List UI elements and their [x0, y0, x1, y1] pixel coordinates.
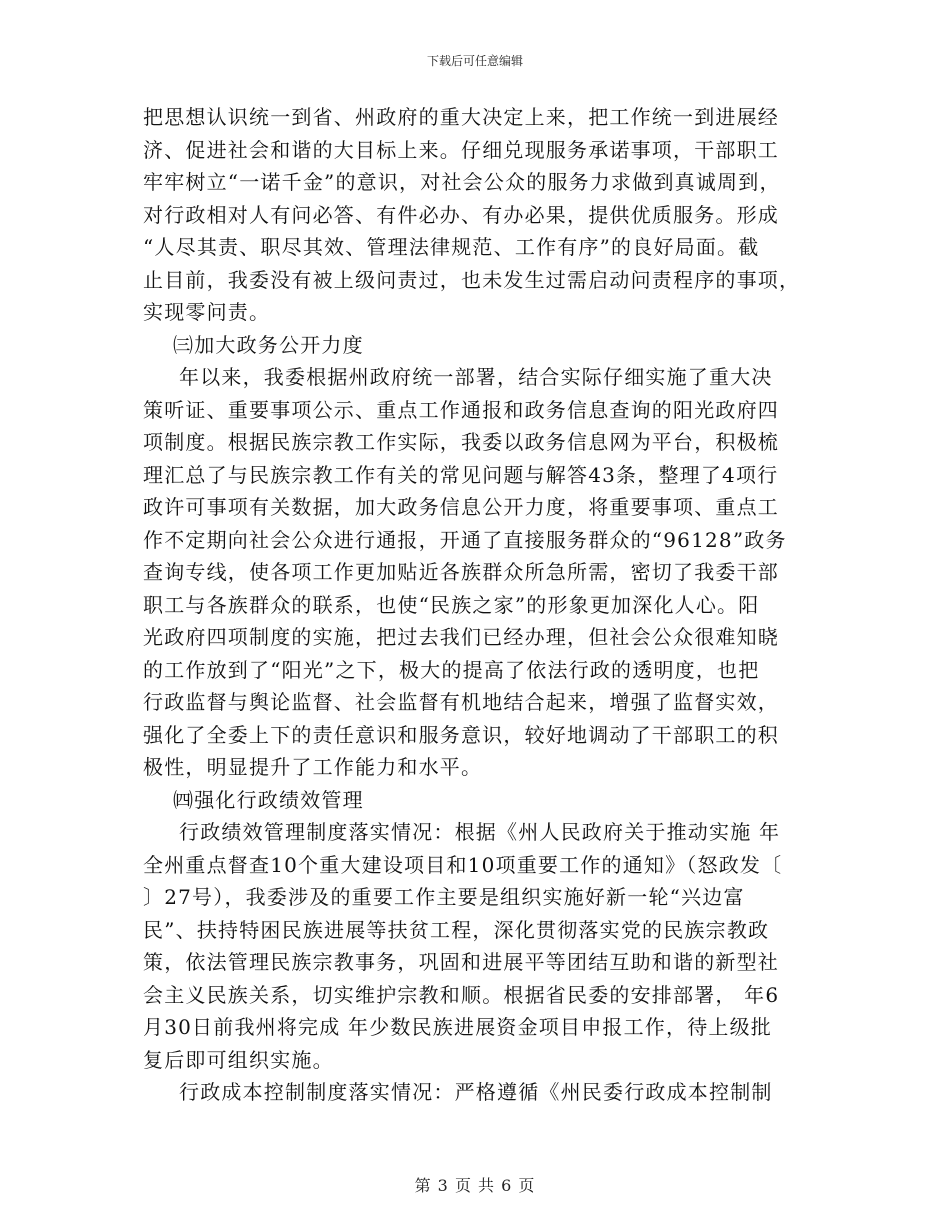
current-page-number: 3: [437, 1176, 449, 1195]
body-line: 光政府四项制度的实施，把过去我们已经办理，但社会公众很难知晓: [143, 625, 779, 649]
body-line: 止目前，我委没有被上级问责过，也未发生过需启动问责程序的事项，: [143, 267, 801, 292]
body-line: 行政成本控制制度落实情况：严格遵循《州民委行政成本控制制: [179, 1080, 773, 1104]
body-line: 的工作放到了“阳光”之下，极大的提高了依法行政的透明度，也把: [143, 657, 760, 682]
body-line: 行政监督与舆论监督、社会监督有机地结合起来，增强了监督实效，: [143, 690, 779, 714]
body-line: 项制度。根据民族宗教工作实际，我委以政务信息网为平台，积极梳: [143, 430, 779, 454]
section-heading: ㈢加大政务公开力度: [173, 332, 364, 357]
footer-middle: 页 共: [454, 1176, 496, 1195]
body-line: “人尽其责、职尽其效、管理法律规范、工作有序”的良好局面。截: [143, 235, 760, 259]
body-line: 理汇总了与民族宗教工作有关的常见问题与解答43条，整理了4项行: [143, 462, 779, 487]
total-page-count: 6: [501, 1176, 513, 1195]
body-line: 牢牢树立“一诺千金”的意识，对社会公众的服务力求做到真诚周到，: [143, 170, 781, 194]
footer-suffix: 页: [518, 1176, 536, 1195]
body-line: 政许可事项有关数据，加大政务信息公开力度，将重要事项、重点工: [143, 495, 779, 519]
body-line: 策，依法管理民族宗教事务，巩固和进展平等团结互助和谐的新型社: [143, 950, 779, 974]
document-body: [143, 101, 807, 1109]
page-footer: [0, 1176, 950, 1196]
body-line: 极性，明显提升了工作能力和水平。: [143, 755, 483, 779]
body-line: 策听证、重要事项公示、重点工作通报和政务信息查询的阳光政府四: [143, 397, 779, 422]
body-line: 年以来，我委根据州政府统一部署，结合实际仔细实施了重大决: [179, 365, 773, 389]
body-line: 对行政相对人有问必答、有件必办、有办必果，提供优质服务。形成: [143, 202, 779, 227]
body-line: 强化了全委上下的责任意识和服务意识，较好地调动了干部职工的积: [143, 722, 779, 747]
body-line: 济、促进社会和谐的大目标上来。仔细兑现服务承诺事项，干部职工: [143, 137, 779, 162]
body-line: 全州重点督查10个重大建设项目和10项重要工作的通知》（怒政发〔: [143, 852, 783, 877]
body-line: 行政绩效管理制度落实情况：根据《州人民政府关于推动实施 年: [179, 820, 781, 844]
body-line: 把思想认识统一到省、州政府的重大决定上来，把工作统一到进展经: [143, 105, 779, 129]
body-line: 月30日前我州将完成 年少数民族进展资金项目申报工作，待上级批: [143, 1015, 773, 1039]
body-line: 职工与各族群众的联系，也使“民族之家”的形象更加深化人心。阳: [143, 592, 760, 617]
body-line: 民”、扶持特困民族进展等扶贫工程，深化贯彻落实党的民族宗教政: [143, 917, 770, 942]
footer-prefix: 第: [414, 1176, 432, 1195]
body-line: 查询专线，使各项工作更加贴近各族群众所急所需，密切了我委干部: [143, 560, 779, 584]
section-heading: ㈣强化行政绩效管理: [173, 787, 364, 812]
body-line: 作不定期向社会公众进行通报，开通了直接服务群众的“96128”政务: [143, 527, 787, 552]
body-line: 实现零问责。: [143, 300, 271, 324]
body-line: 复后即可组织实施。: [143, 1047, 334, 1072]
body-line: 〕27号），我委涉及的重要工作主要是组织实施好新一轮“兴边富: [143, 885, 745, 909]
page-header: 下载后可任意编辑: [426, 54, 523, 68]
body-line: 会主义民族关系，切实维护宗教和顺。根据省民委的安排部署， 年6: [143, 982, 780, 1007]
